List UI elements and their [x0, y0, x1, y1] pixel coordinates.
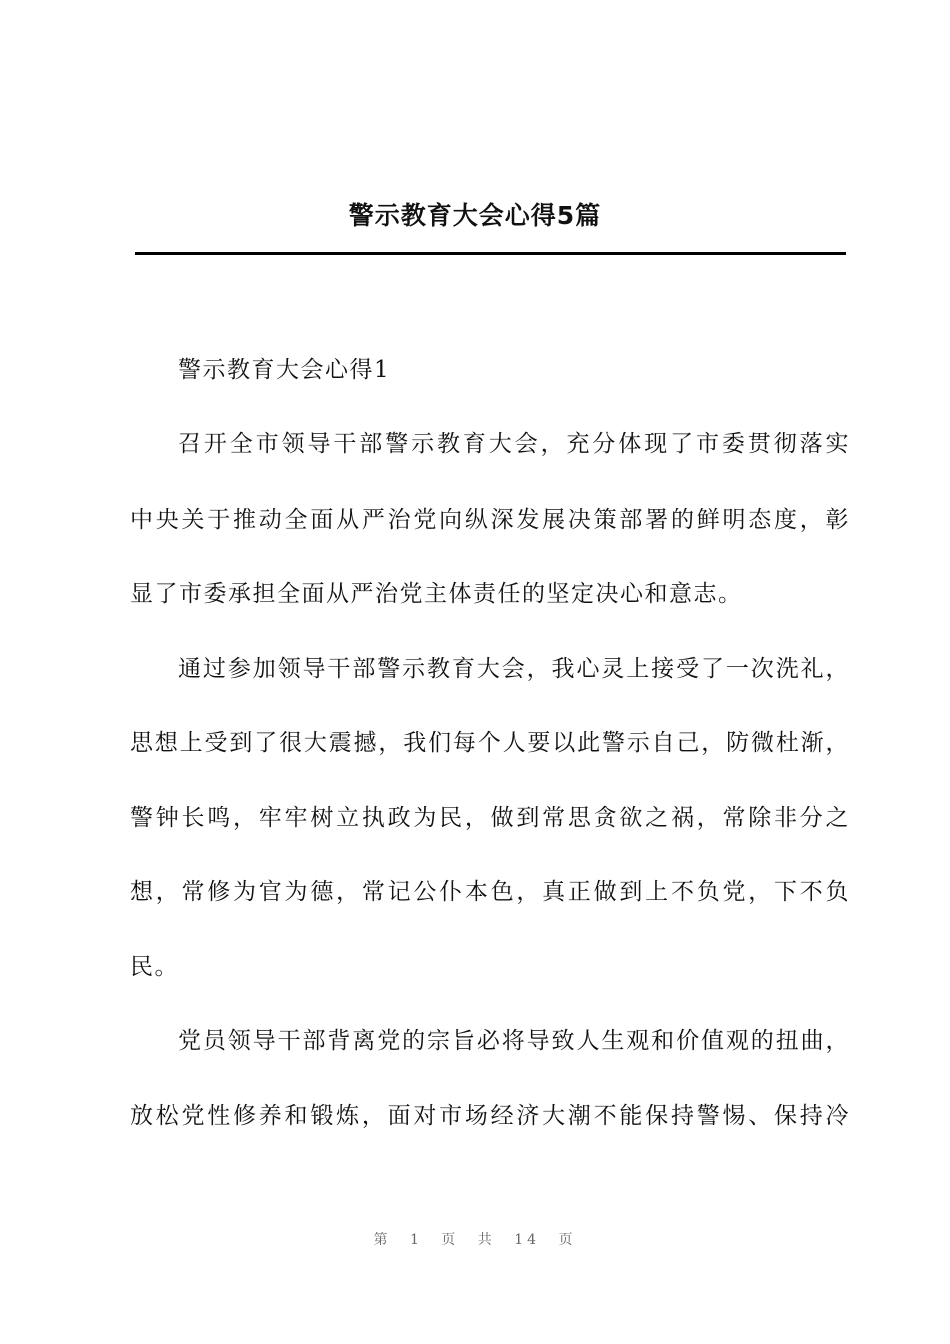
paragraph-line: 通过参加领导干部警示教育大会，我心灵上接受了一次洗礼， — [178, 656, 850, 682]
title-underline — [135, 252, 846, 255]
paragraph-line: 中央关于推动全面从严治党向纵深发展决策部署的鲜明态度，彰 — [130, 507, 850, 533]
paragraph-line: 党员领导干部背离党的宗旨必将导致人生观和价值观的扭曲， — [178, 1028, 850, 1054]
document-title: 警示教育大会心得5篇 — [348, 201, 602, 230]
paragraph-line: 放松党性修养和锻炼，面对市场经济大潮不能保持警惕、保持冷 — [130, 1103, 850, 1129]
page-number: 第 1 页 共 14 页 — [373, 1232, 577, 1248]
paragraph-line: 思想上受到了很大震撼，我们每个人要以此警示自己，防微杜渐， — [130, 730, 850, 756]
paragraph-line: 警钟长鸣，牢牢树立执政为民，做到常思贪欲之祸，常除非分之 — [130, 805, 850, 831]
section-heading: 警示教育大会心得1 — [178, 357, 391, 383]
paragraph-line: 显了市委承担全面从严治党主体责任的坚定决心和意志。 — [130, 581, 743, 607]
paragraph-line: 召开全市领导干部警示教育大会，充分体现了市委贯彻落实 — [178, 431, 850, 457]
paragraph-line: 想，常修为官为德，常记公仆本色，真正做到上不负党，下不负 — [130, 879, 850, 905]
paragraph-line: 民。 — [130, 954, 179, 980]
